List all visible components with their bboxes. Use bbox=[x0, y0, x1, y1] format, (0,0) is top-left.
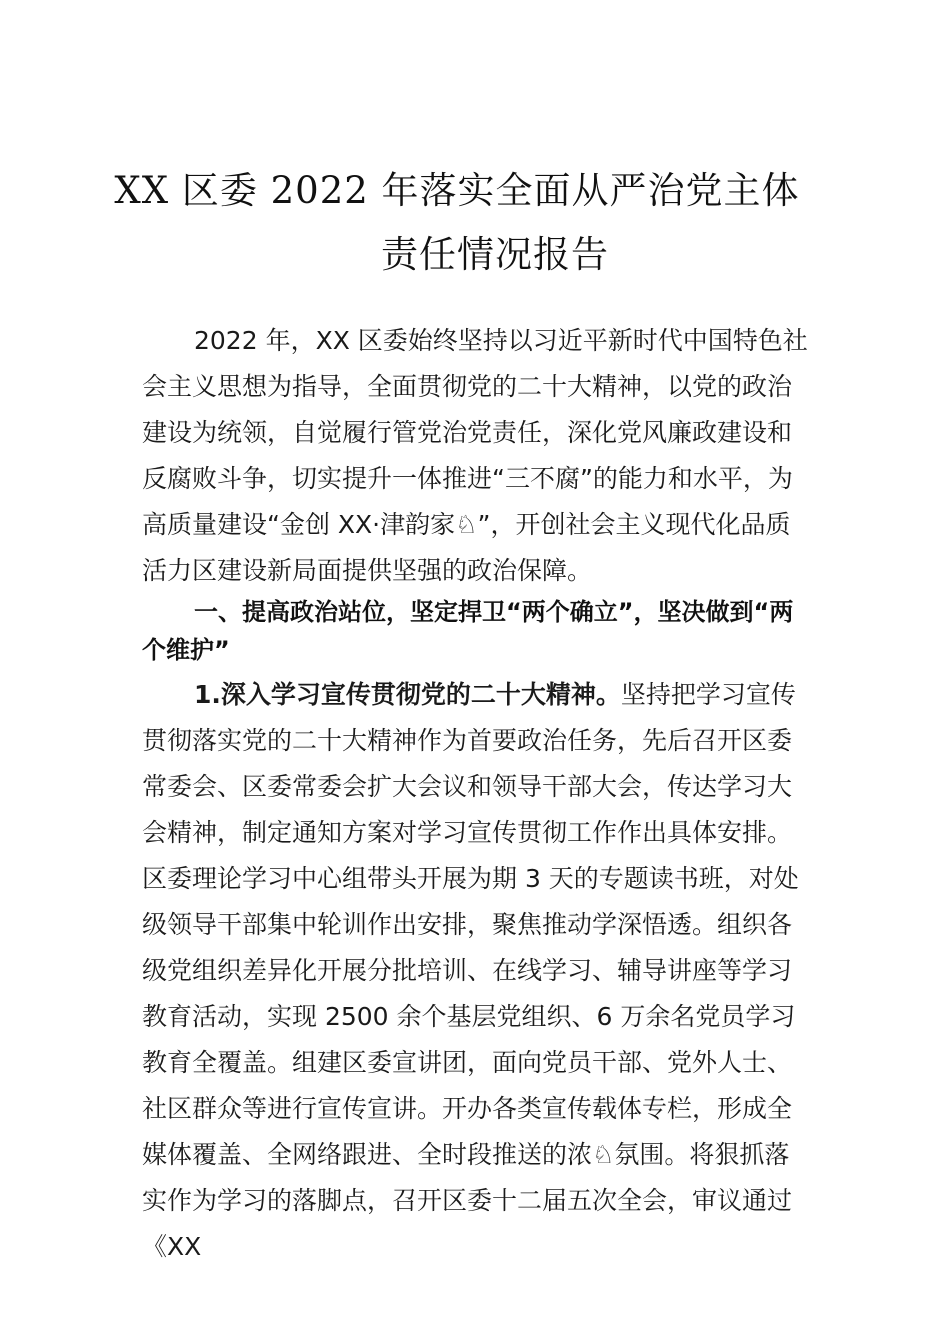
item-1-paragraph bbox=[142, 672, 812, 1270]
item-1-lead: 1.深入学习宣传贯彻党的二十大精神。 bbox=[194, 680, 621, 709]
item-1-body: 坚持把学习宣传贯彻落实党的二十大精神作为首要政治任务，先后召开区委常委会、区委常委会扩大会议和领导干部大会，传达学习大会精神，制定通知方案对学习宣传贯彻工作作出具体安排。 区委理论学习中心组带头开展为期 3 天的专题读书班，对处级领导干部集中轮训作出安排，聚焦推动学深悟透。组织各级党组织差异化开展分批培训、在线学习、辅导讲座等学习教育活动，实现 2500 余个基层党组织、6 万余名党员学习教育全覆盖。组建区委宣讲团，面向党员干部、党外人士、社区群众等进行宣传宣讲。开办各类宣传载体专栏，形成全媒体覆盖、全网络跟进、全时段推送的浓♘氛围。将狠抓落实作为学习的落脚点，召开区委十二届五次全会，审议通过《XX bbox=[142, 680, 799, 1261]
intro-paragraph: 2022 年，XX 区委始终坚持以习近平新时代中国特色社会主义思想为指导，全面贯彻党的二十大精神，以党的政治建设为统领，自觉履行管党治党责任，深化党风廉政建设和反腐败斗争，切实提升一体推进“三不腐”的能力和水平，为高质量建设“金创 XX·津韵家♘”，开创社会主义现代化品质活力区建设新局面提供坚强的政治保障。 bbox=[142, 326, 808, 585]
document-title-line-2: 责任情况报告 bbox=[381, 233, 609, 276]
section-1-heading: 一、提高政治站位，坚定捍卫“两个确立”，坚决做到“两个维护” bbox=[142, 598, 794, 664]
document-title-line-1: XX 区委 2022 年落实全面从严治党主体 bbox=[114, 169, 800, 212]
